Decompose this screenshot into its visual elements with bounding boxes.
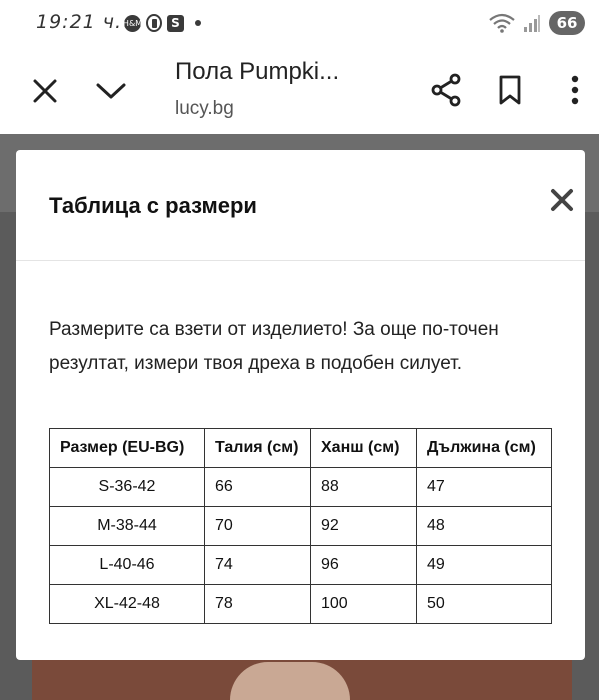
hips-cell: 92 (311, 507, 417, 546)
column-header-waist: Талия (см) (205, 429, 311, 468)
hips-cell: 88 (311, 468, 417, 507)
waist-cell: 74 (205, 546, 311, 585)
status-bar (0, 0, 599, 46)
waist-cell: 70 (205, 507, 311, 546)
chevron-down-icon (95, 81, 127, 101)
length-cell: 47 (417, 468, 552, 507)
waist-cell: 78 (205, 585, 311, 624)
modal-close-button[interactable] (547, 185, 577, 215)
hips-cell: 100 (311, 585, 417, 624)
more-options-button[interactable] (562, 72, 588, 108)
notification-icons (124, 14, 201, 32)
more-notifications-dot-icon (195, 20, 201, 26)
table-row (50, 546, 552, 585)
length-cell: 48 (417, 507, 552, 546)
table-header-row (50, 429, 552, 468)
table-row (50, 507, 552, 546)
signal-icon (523, 13, 541, 33)
column-header-hips: Ханш (см) (311, 429, 417, 468)
size-chart-modal (16, 150, 585, 660)
battery-saver-icon (146, 14, 162, 32)
waist-cell: 66 (205, 468, 311, 507)
minimize-tab-button[interactable] (94, 76, 128, 106)
system-icons (489, 11, 585, 35)
page-domain: lucy.bg (175, 98, 234, 119)
close-icon (547, 185, 577, 215)
length-cell: 49 (417, 546, 552, 585)
bookmark-button[interactable] (494, 72, 526, 108)
page-title: Пола Pumpki... (175, 58, 340, 85)
s-app-icon: S (167, 15, 184, 32)
table-row (50, 585, 552, 624)
close-icon (32, 78, 58, 104)
size-cell: XL-42-48 (50, 585, 205, 624)
size-cell: S-36-42 (50, 468, 205, 507)
modal-header (16, 150, 585, 261)
bookmark-icon (498, 75, 522, 105)
hm-app-icon: H&M (124, 15, 141, 32)
hips-cell: 96 (311, 546, 417, 585)
size-cell: L-40-46 (50, 546, 205, 585)
background-product-image-detail (230, 662, 350, 700)
share-icon (430, 73, 462, 107)
modal-title: Таблица с размери (49, 193, 257, 218)
share-button[interactable] (428, 70, 464, 110)
browser-toolbar (0, 46, 599, 134)
status-time: 19:21 ч. (36, 11, 123, 33)
table-row (50, 468, 552, 507)
wifi-icon (489, 13, 515, 33)
more-vertical-icon (570, 75, 580, 105)
battery-indicator: 66 (549, 11, 585, 35)
column-header-size: Размер (EU-BG) (50, 429, 205, 468)
modal-description: Размерите са взети от изделието! За още по-точен резултат, измери твоя дреха в подобен силует. (49, 319, 499, 374)
column-header-length: Дължина (см) (417, 429, 552, 468)
length-cell: 50 (417, 585, 552, 624)
size-cell: M-38-44 (50, 507, 205, 546)
close-tab-button[interactable] (30, 76, 60, 106)
size-table (49, 428, 552, 624)
